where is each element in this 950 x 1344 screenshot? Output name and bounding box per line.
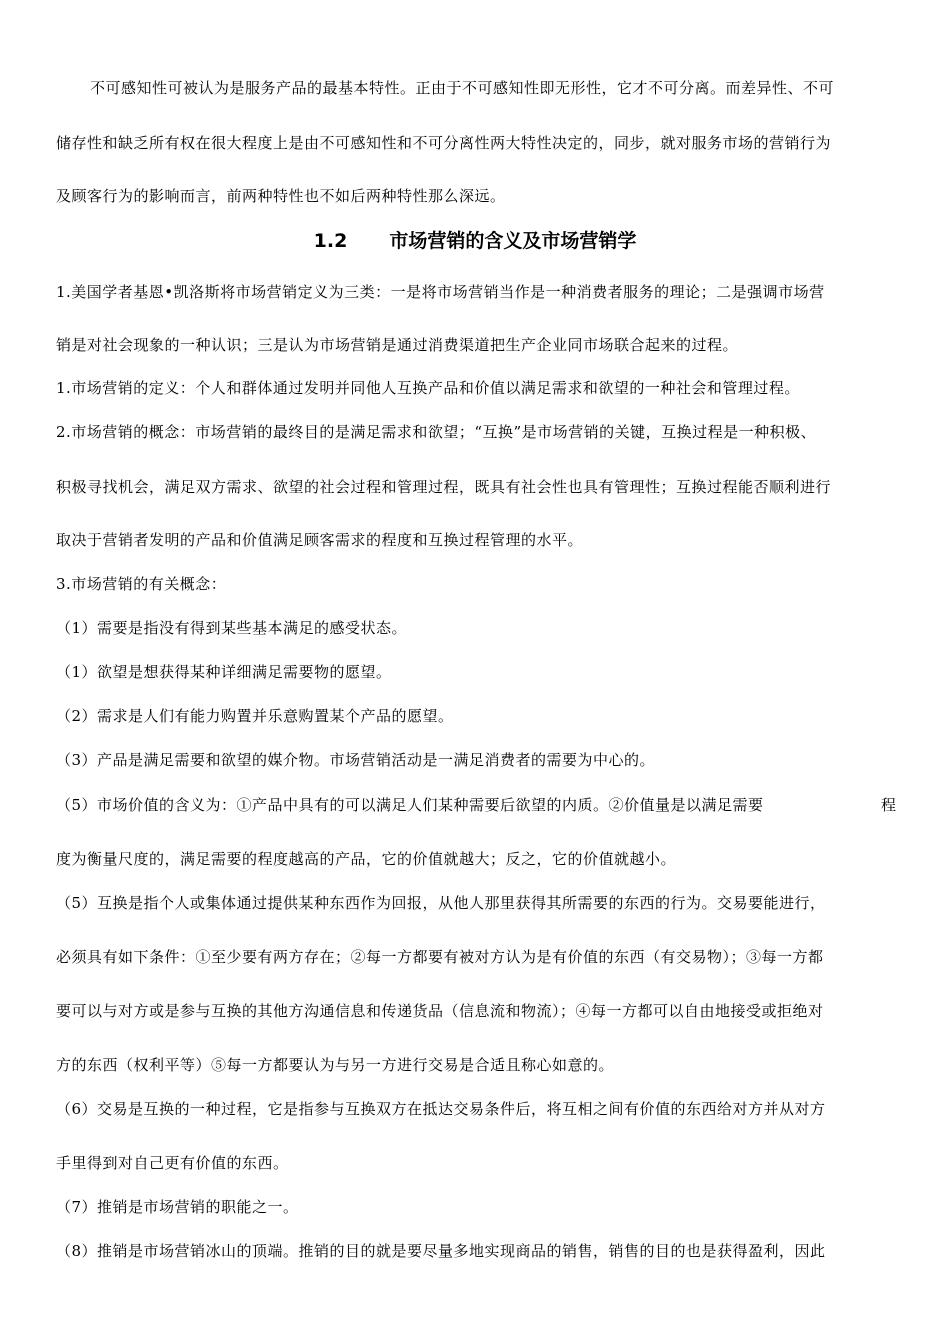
trailing-char: 程 <box>881 796 897 814</box>
text-line: 方的东西（权利平等）⑤每一方都要认为与另一方进行交易是合适且称心如意的。 <box>56 1056 615 1074</box>
section-title: 市场营销的含义及市场营销学 <box>389 230 637 252</box>
list-item: （1）需要是指没有得到某些基本满足的感受状态。 <box>56 619 408 637</box>
intro-line-2: 储存性和缺乏所有权在很大程度上是由不可感知性和不可分离性两大特性决定的，同步，就对服务市场的营销行为 <box>56 134 832 152</box>
text-line: 手里得到对自己更有价值的东西。 <box>56 1154 289 1172</box>
section-heading <box>0 228 950 254</box>
text-line: 取决于营销者发明的产品和价值满足顾客需求的程度和互换过程管理的水平。 <box>56 531 584 549</box>
list-item: （2）需求是人们有能力购置并乐意购置某个产品的愿望。 <box>56 707 454 725</box>
text-line: 要可以与对方或是参与互换的其他方沟通信息和传递货品（信息流和物流）；④每一方都可以自由地接受或拒绝对 <box>56 1002 824 1020</box>
text-line: 1.美国学者基恩•凯洛斯将市场营销定义为三类：一是将市场营销当作是一种消费者服务的理论；二是强调市场营 <box>56 283 825 301</box>
text-line: 1.市场营销的定义：个人和群体通过发明并同他人互换产品和价值以满足需求和欲望的一种社会和管理过程。 <box>56 379 800 397</box>
intro-line-1: 不可感知性可被认为是服务产品的最基本特性。正由于不可感知性即无形性，它才不可分离。而差异性、不可 <box>90 79 835 97</box>
text-line: 销是对社会现象的一种认识；三是认为市场营销是通过消费渠道把生产企业同市场联合起来的过程。 <box>56 336 739 354</box>
text-line: 3.市场营销的有关概念： <box>56 575 227 593</box>
list-item: （6）交易是互换的一种过程，它是指参与互换双方在抵达交易条件后，将互相之间有价值的东西给对方并从对方 <box>56 1100 826 1118</box>
section-number: 1.2 <box>313 230 348 252</box>
text-line: 度为衡量尺度的，满足需要的程度越高的产品，它的价值就越大；反之，它的价值就越小。 <box>56 850 677 868</box>
list-item: （5）市场价值的含义为：①产品中具有的可以满足人们某种需要后欲望的内质。②价值量是以满足需要 <box>56 796 764 814</box>
intro-line-3: 及顾客行为的影响而言，前两种特性也不如后两种特性那么深远。 <box>56 187 506 205</box>
list-item: （1）欲望是想获得某种详细满足需要物的愿望。 <box>56 663 392 681</box>
list-item: （7）推销是市场营销的职能之一。 <box>56 1198 299 1216</box>
text-line: 2.市场营销的概念：市场营销的最终目的是满足需求和欲望；“互换”是市场营销的关键，互换过程是一种积极、 <box>56 423 817 441</box>
text-line: 积极寻找机会，满足双方需求、欲望的社会过程和管理过程，既具有社会性也具有管理性；互换过程能否顺利进行 <box>56 478 832 496</box>
list-item: （3）产品是满足需要和欲望的媒介物。市场营销活动是一满足消费者的需要为中心的。 <box>56 751 656 769</box>
text-line: 必须具有如下条件：①至少要有两方存在；②每一方都要有被对方认为是有价值的东西（有交易物）；③每一方都 <box>56 948 824 966</box>
list-item: （8）推销是市场营销冰山的顶端。推销的目的就是要尽量多地实现商品的销售，销售的目的也是获得盈利，因此 <box>56 1242 826 1260</box>
list-item: （5）互换是指个人或集体通过提供某种东西作为回报，从他人那里获得其所需要的东西的行为。交易要能进行， <box>56 894 826 912</box>
